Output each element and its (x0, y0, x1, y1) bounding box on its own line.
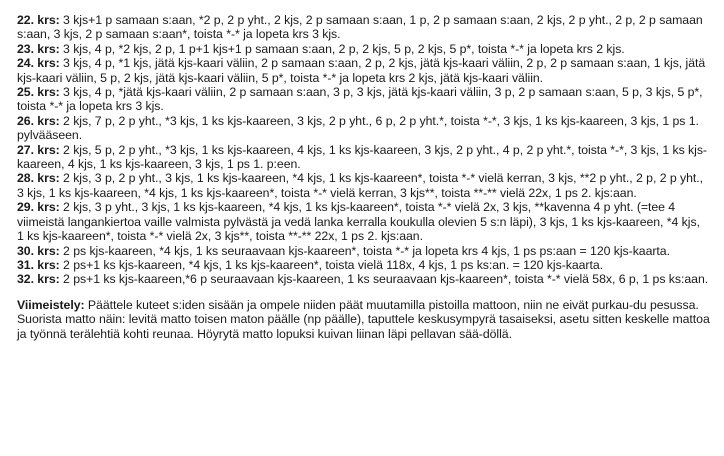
round-22 (17, 13, 710, 42)
round-text: 2 kjs, 3 p, 2 p yht., 3 kjs, 1 ks kjs-kaareen, *4 kjs, 1 ks kjs-kaareen*, toista *-* vielä kerran, 3 kjs, **2 p yht., 2 p, 2 p yht., 3 kjs, 1 ks kjs-kaareen, *4 kjs, 1 ks kjs-kaareen*, toista *-* vielä kerran, 3 kjs**, toista **-** vielä 22x, 1 ps 2. kjs:aan. (17, 171, 703, 200)
round-label: 29. krs: (17, 200, 60, 215)
round-24 (17, 56, 710, 85)
finishing-instructions (17, 298, 710, 341)
round-30 (17, 244, 710, 258)
round-text: 2 kjs, 3 p yht., 3 kjs, 1 ks kjs-kaareen, *4 kjs, 1 ks kjs-kaareen*, toista *-* vielä 2x, 3 kjs, **kavenna 4 p yht. (=tee 4 viimeistä langankiertoa vaille valmista pylvästä ja vedä lanka kerralla koukulla olevien 5 s:n läpi), 3 kjs, 1 ks kjs-kaareen, *4 kjs, 1 ks kjs-kaareen*, toista *-* vielä 2x, 3 kjs**, toista **-** 22x, 1 ps 2. kjs:aan. (17, 200, 700, 244)
round-text: 2 kjs, 5 p, 2 p yht., *3 kjs, 1 ks kjs-kaareen, 4 kjs, 1 ks kjs-kaareen, 3 kjs, 2 p yht., 4 p, 2 p yht.*, toista *-*, 3 kjs, 1 ks kjs-kaareen, 4 kjs, 1 ks kjs-kaareen, 3 kjs, 1 ps 1. p:een. (17, 142, 707, 172)
round-text: 2 ps kjs-kaareen, *4 kjs, 1 ks seuraavaan kjs-kaareen*, toista *-* ja lopeta krs 4 kjs, 1 ps ps:aan = 120 kjs-kaarta. (59, 243, 670, 258)
round-label: 23. krs: (17, 41, 60, 56)
round-instructions (17, 13, 710, 287)
round-label: 27. krs: (17, 142, 60, 157)
round-text: 3 kjs, 4 p, *jätä kjs-kaari väliin, 2 p samaan s:aan, 3 p, 3 kjs, jätä kjs-kaari väliin, 3 p, 2 p samaan s:aan, 5 p, 3 kjs, 5 p*, toista *-* ja lopeta krs 3 kjs. (17, 85, 703, 114)
round-32 (17, 272, 710, 286)
round-label: 22. krs: (17, 13, 60, 27)
round-label: 28. krs: (17, 171, 60, 186)
round-label: 31. krs: (17, 257, 60, 272)
finishing-text: Päättele kuteet s:iden sisään ja ompele niiden päät muutamilla pistoilla mattoon, niin ne eivät purkau-du pesussa. Suorista matto näin: levitä matto toisen maton päälle (np päälle), taputtele keskusympyrä tasaiseksi, asetu sitten keskelle mattoa ja työnnä terälehtiä kohti reunaa. Höyrytä matto lopuksi kuivan liinan läpi pellavan sää-döllä. (17, 297, 710, 341)
round-31 (17, 258, 710, 272)
round-text: 3 kjs+1 p samaan s:aan, *2 p, 2 p yht., 2 kjs, 2 p samaan s:aan, 1 p, 2 p samaan s:aan, 2 kjs, 2 p yht., 2 p, 2 p samaan s:aan, 3 kjs, 2 p samaan s:aan*, toista *-* ja lopeta krs 3 kjs. (17, 13, 703, 42)
round-28 (17, 171, 710, 200)
round-text: 2 kjs, 7 p, 2 p yht., *3 kjs, 1 ks kjs-kaareen, 3 kjs, 2 p yht., 6 p, 2 p yht.*, toista *-*, 3 kjs, 1 ks kjs-kaareen, 3 kjs, 1 ps 1. pylvääseen. (17, 113, 699, 143)
round-26 (17, 114, 710, 143)
round-label: 30. krs: (17, 243, 60, 258)
finishing-label: Viimeistely: (17, 297, 85, 312)
round-23 (17, 42, 710, 56)
round-label: 32. krs: (17, 272, 60, 287)
round-text: 3 kjs, 4 p, *2 kjs, 2 p, 1 p+1 kjs+1 p samaan s:aan, 2 p, 2 kjs, 5 p, 2 kjs, 5 p*, toista *-* ja lopeta krs 2 kjs. (59, 41, 625, 56)
round-27 (17, 143, 710, 172)
round-29 (17, 200, 710, 243)
round-25 (17, 85, 710, 114)
round-text: 3 kjs, 4 p, *1 kjs, jätä kjs-kaari väliin, 2 p samaan s:aan, 2 p, 2 kjs, jätä kjs-kaari väliin, 2 p, 2 p samaan s:aan, 1 kjs, jätä kjs-kaari väliin, 5 p, 2 kjs, jätä kjs-kaari väliin, 5 p*, toista *-* ja lopeta krs 2 kjs, jätä kjs-kaari väliin. (17, 56, 706, 85)
paragraph-gap (17, 287, 710, 298)
round-label: 25. krs: (17, 85, 60, 100)
round-text: 2 ps+1 ks kjs-kaareen,*6 p seuraavaan kjs-kaareen, 1 ks seuraavaan kjs-kaareen*, toista *-* vielä 58x, 6 p, 1 ps ks:aan. (59, 272, 709, 287)
round-text: 2 ps+1 ks kjs-kaareen, *4 kjs, 1 ks kjs-kaareen*, toista vielä 118x, 4 kjs, 1 ps ks:an. = 120 kjs-kaarta. (59, 257, 603, 272)
round-label: 24. krs: (17, 56, 60, 71)
round-label: 26. krs: (17, 113, 60, 128)
